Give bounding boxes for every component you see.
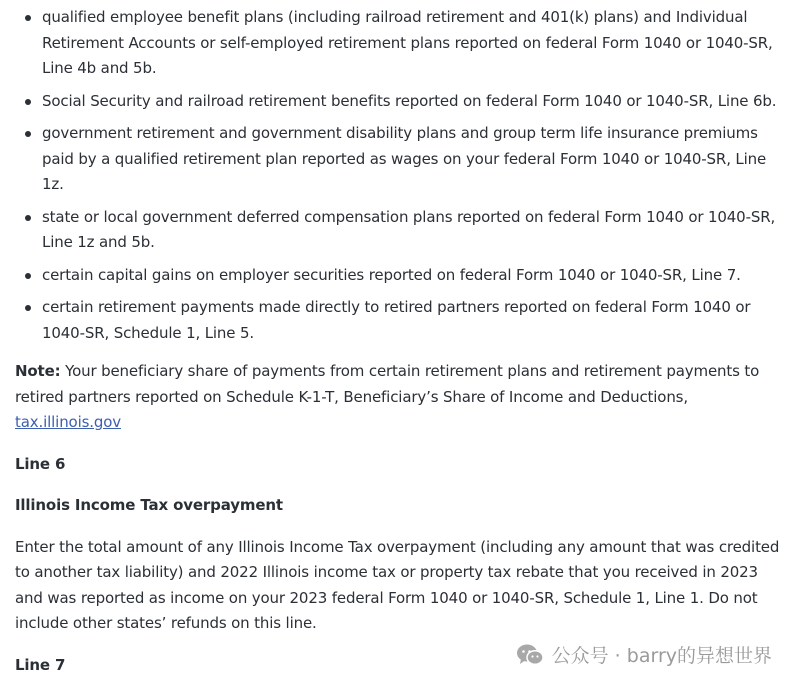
retirement-income-list [15, 5, 780, 346]
line-6-body: Enter the total amount of any Illinois Income Tax overpayment (including any amount that was credited to another tax liability) and 2022 Illinois income tax or property tax rebate that you received in 2023 and was reported as income on your 2023 federal Form 1040 or 1040-SR, Schedule 1, Line 1. Do not include other states’ refunds on this line. [15, 537, 780, 632]
document-content [15, 5, 780, 678]
list-item [15, 295, 780, 346]
list-item [15, 263, 780, 289]
list-item-text: state or local government deferred compensation plans reported on federal Form 1040 or 1040-SR, Line 1z and 5b. [42, 207, 776, 251]
list-item-text: Social Security and railroad retirement benefits reported on federal Form 1040 or 1040-SR, Line 6b. [42, 91, 777, 110]
bullet-icon [25, 131, 31, 137]
list-item-text: certain capital gains on employer securities reported on federal Form 1040 or 1040-SR, Line 7. [42, 265, 741, 284]
line-7-heading: Line 7 [15, 655, 66, 674]
note-label: Note: [15, 362, 61, 380]
list-item [15, 5, 780, 82]
bullet-icon [25, 273, 31, 279]
list-item [15, 205, 780, 256]
bullet-icon [25, 305, 31, 311]
watermark-text: 公众号 · barry的异想世界 [551, 645, 772, 667]
line-6-subheading: Illinois Income Tax overpayment [15, 496, 283, 514]
wechat-icon [516, 643, 544, 667]
bullet-icon [25, 99, 31, 105]
list-item-text: qualified employee benefit plans (including railroad retirement and 401(k) plans) and Individual Retirement Accounts or self-employed retirement plans reported on federal Form 1040 or 1040-SR, Line 4b and 5b. [42, 8, 773, 77]
list-item [15, 121, 780, 198]
list-item-text: government retirement and government disability plans and group term life insurance premiums paid by a qualified retirement plan reported as wages on your federal Form 1040 or 1040-SR, Line 1z. [42, 124, 767, 193]
bullet-icon [25, 215, 31, 221]
list-item-text: certain retirement payments made directly to retired partners reported on federal Form 1040 or 1040-SR, Schedule 1, Line 5. [42, 298, 751, 342]
note-paragraph [15, 359, 780, 436]
note-text: Your beneficiary share of payments from certain retirement plans and retirement payments to retired partners reported on Schedule K-1-T, Beneficiary’s Share of Income and Deductions, [15, 362, 760, 406]
line-6-heading: Line 6 [15, 454, 66, 473]
bullet-icon [25, 15, 31, 21]
watermark [516, 641, 772, 668]
list-item [15, 89, 780, 115]
tax-illinois-link[interactable]: tax.illinois.gov [15, 413, 121, 431]
